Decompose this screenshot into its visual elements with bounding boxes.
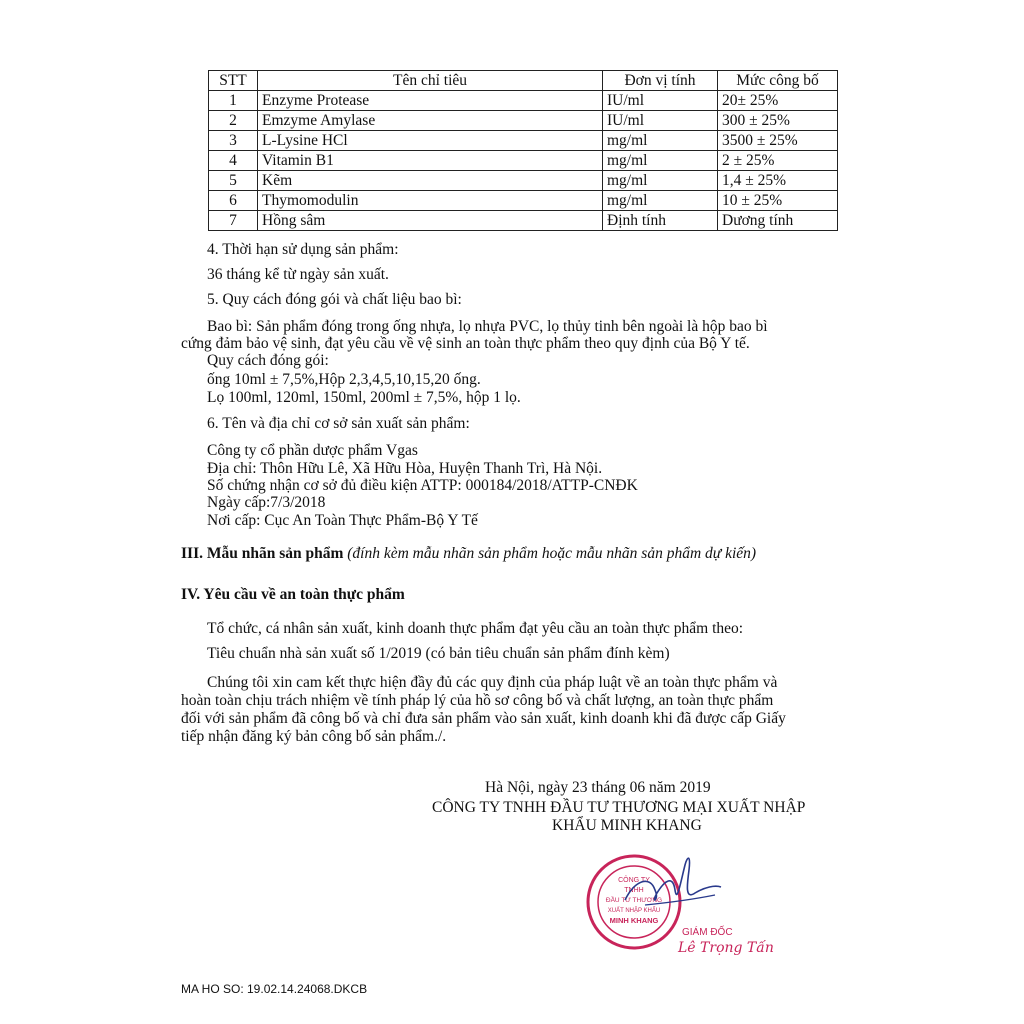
signer-title: GIÁM ĐỐC xyxy=(682,927,733,938)
table-row xyxy=(209,131,838,151)
packaging-spec-label: Quy cách đóng gói: xyxy=(207,352,329,369)
cell-stt: 4 xyxy=(209,151,258,171)
column-header-name: Tên chỉ tiêu xyxy=(258,71,603,91)
cell-name: Thymomodulin xyxy=(258,191,603,211)
cell-name: Vitamin B1 xyxy=(258,151,603,171)
section-4-text: 36 tháng kể từ ngày sản xuất. xyxy=(207,266,389,283)
table-row xyxy=(209,151,838,171)
stamp-text-5: MINH KHANG xyxy=(609,916,659,925)
cell-name: Enzyme Protease xyxy=(258,91,603,111)
stamp-text-3: ĐẦU TƯ THƯƠNG xyxy=(605,897,663,904)
section-iii xyxy=(181,544,756,563)
section-iv-line-1: Tổ chức, cá nhân sản xuất, kinh doanh thực phẩm đạt yêu cầu an toàn thực phẩm theo: xyxy=(207,620,744,637)
cell-value: Dương tính xyxy=(718,211,838,231)
cell-unit: IU/ml xyxy=(603,111,718,131)
stamp-text-2: TNHH xyxy=(624,887,644,894)
cell-value: 10 ± 25% xyxy=(718,191,838,211)
table-row xyxy=(209,191,838,211)
cell-value: 1,4 ± 25% xyxy=(718,171,838,191)
certificate-issuer: Nơi cấp: Cục An Toàn Thực Phẩm-Bộ Y Tế xyxy=(207,512,478,529)
section-iii-note: (đính kèm mẫu nhãn sản phẩm hoặc mẫu nhãn sản phẩm dự kiến) xyxy=(347,545,757,562)
cell-value: 20± 25% xyxy=(718,91,838,111)
commitment-line-2: hoàn toàn chịu trách nhiệm về tính pháp lý của hồ sơ công bố và chất lượng, an toàn thực phẩm xyxy=(181,692,774,709)
packaging-spec-line-1: ống 10ml ± 7,5%,Hộp 2,3,4,5,10,15,20 ống. xyxy=(207,371,481,388)
cell-unit: mg/ml xyxy=(603,191,718,211)
commitment-line-1: Chúng tôi xin cam kết thực hiện đầy đủ các quy định của pháp luật về an toàn thực phẩm và xyxy=(207,674,778,691)
section-iv-title: IV. Yêu cầu về an toàn thực phẩm xyxy=(181,586,405,603)
cell-stt: 5 xyxy=(209,171,258,191)
cell-stt: 7 xyxy=(209,211,258,231)
certificate-issue-date: Ngày cấp:7/3/2018 xyxy=(207,494,326,511)
cell-name: Kẽm xyxy=(258,171,603,191)
table-row xyxy=(209,211,838,231)
cell-unit: mg/ml xyxy=(603,131,718,151)
column-header-unit: Đơn vị tính xyxy=(603,71,718,91)
packaging-line-1: Bao bì: Sản phẩm đóng trong ống nhựa, lọ nhựa PVC, lọ thủy tinh bên ngoài là hộp bao bì xyxy=(207,318,768,335)
commitment-line-4: tiếp nhận đăng ký bản công bố sản phẩm./. xyxy=(181,728,447,745)
cell-stt: 1 xyxy=(209,91,258,111)
section-iii-title: III. Mẫu nhãn sản phẩm xyxy=(181,545,344,562)
signer-name: Lê Trọng Tấn xyxy=(678,940,774,956)
cell-stt: 6 xyxy=(209,191,258,211)
cell-stt: 3 xyxy=(209,131,258,151)
signature-scribble xyxy=(615,845,725,925)
manufacturer-address: Địa chỉ: Thôn Hữu Lê, Xã Hữu Hòa, Huyện Thanh Trì, Hà Nội. xyxy=(207,460,603,477)
commitment-line-3: đối với sản phẩm đã công bố và chỉ đưa sản phẩm vào sản xuất, kinh doanh khi đã được cấp Giấy xyxy=(181,710,786,727)
section-4-title: 4. Thời hạn sử dụng sản phẩm: xyxy=(207,241,399,258)
stamp-text-1: CÔNG TY xyxy=(618,877,650,884)
table-row xyxy=(209,111,838,131)
cell-stt: 2 xyxy=(209,111,258,131)
cell-name: Emzyme Amylase xyxy=(258,111,603,131)
cell-unit: Định tính xyxy=(603,211,718,231)
manufacturer-company: Công ty cổ phần dược phẩm Vgas xyxy=(207,442,418,459)
cell-name: L-Lysine HCl xyxy=(258,131,603,151)
stamp-text-4: XUẤT NHẬP KHẨU xyxy=(607,908,661,914)
table-header-row xyxy=(209,71,838,91)
column-header-value: Mức công bố xyxy=(718,71,838,91)
cell-name: Hồng sâm xyxy=(258,211,603,231)
manufacturer-certificate: Số chứng nhận cơ sở đủ điều kiện ATTP: 000184/2018/ATTP-CNĐK xyxy=(207,477,638,494)
place-date: Hà Nội, ngày 23 tháng 06 năm 2019 xyxy=(485,779,711,796)
cell-unit: mg/ml xyxy=(603,151,718,171)
cell-unit: IU/ml xyxy=(603,91,718,111)
cell-value: 300 ± 25% xyxy=(718,111,838,131)
section-6-title: 6. Tên và địa chỉ cơ sở sản xuất sản phẩm: xyxy=(207,415,470,432)
company-name-line-2: KHẨU MINH KHANG xyxy=(552,817,702,834)
table-row xyxy=(209,171,838,191)
cell-value: 3500 ± 25% xyxy=(718,131,838,151)
document-code: MA HO SO: 19.02.14.24068.DKCB xyxy=(181,982,368,996)
cell-unit: mg/ml xyxy=(603,171,718,191)
table-row xyxy=(209,91,838,111)
section-iv-line-2: Tiêu chuẩn nhà sản xuất số 1/2019 (có bản tiêu chuẩn sản phẩm đính kèm) xyxy=(207,645,670,662)
column-header-stt: STT xyxy=(209,71,258,91)
section-5-title: 5. Quy cách đóng gói và chất liệu bao bì: xyxy=(207,291,462,308)
specification-table xyxy=(208,70,838,231)
packaging-spec-line-2: Lọ 100ml, 120ml, 150ml, 200ml ± 7,5%, hộp 1 lọ. xyxy=(207,389,521,406)
company-name-line-1: CÔNG TY TNHH ĐẦU TƯ THƯƠNG MẠI XUẤT NHẬP xyxy=(432,799,806,816)
packaging-line-2: cứng đảm bảo vệ sinh, đạt yêu cầu về vệ sinh an toàn thực phẩm theo quy định của Bộ Y tế. xyxy=(181,335,750,352)
cell-value: 2 ± 25% xyxy=(718,151,838,171)
